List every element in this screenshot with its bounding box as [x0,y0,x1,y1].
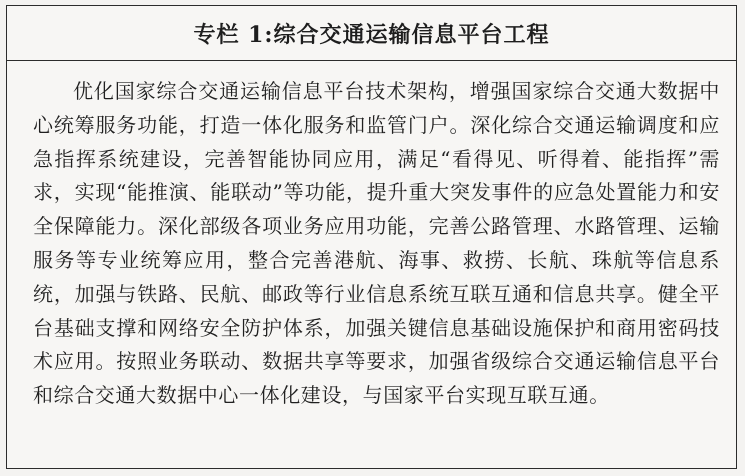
column-body-text: 优化国家综合交通运输信息平台技术架构，增强国家综合交通大数据中心统筹服务功能，打造一体化服务和监管门户。深化综合交通运输调度和应急指挥系统建设，完善智能协同应用，满足“看得见、听得着、能指挥”需求，实现“能推演、能联动”等功能，提升重大突发事件的应急处置能力和安全保障能力。深化部级各项业务应用功能，完善公路管理、水路管理、运输服务等专业统筹应用，整合完善港航、海事、救捞、长航、珠航等信息系统，加强与铁路、民航、邮政等行业信息系统互联互通和信息共享。健全平台基础支撑和网络安全防护体系，加强关键信息基础设施保护和商用密码技术应用。按照业务联动、数据共享等要求，加强省级综合交通运输信息平台和综合交通大数据中心一体化建设，与国家平台实现互联互通。 [33,79,720,408]
column-box [6,5,737,469]
column-title: 专栏 1:综合交通运输信息平台工程 [193,21,550,48]
column-header [7,6,736,61]
